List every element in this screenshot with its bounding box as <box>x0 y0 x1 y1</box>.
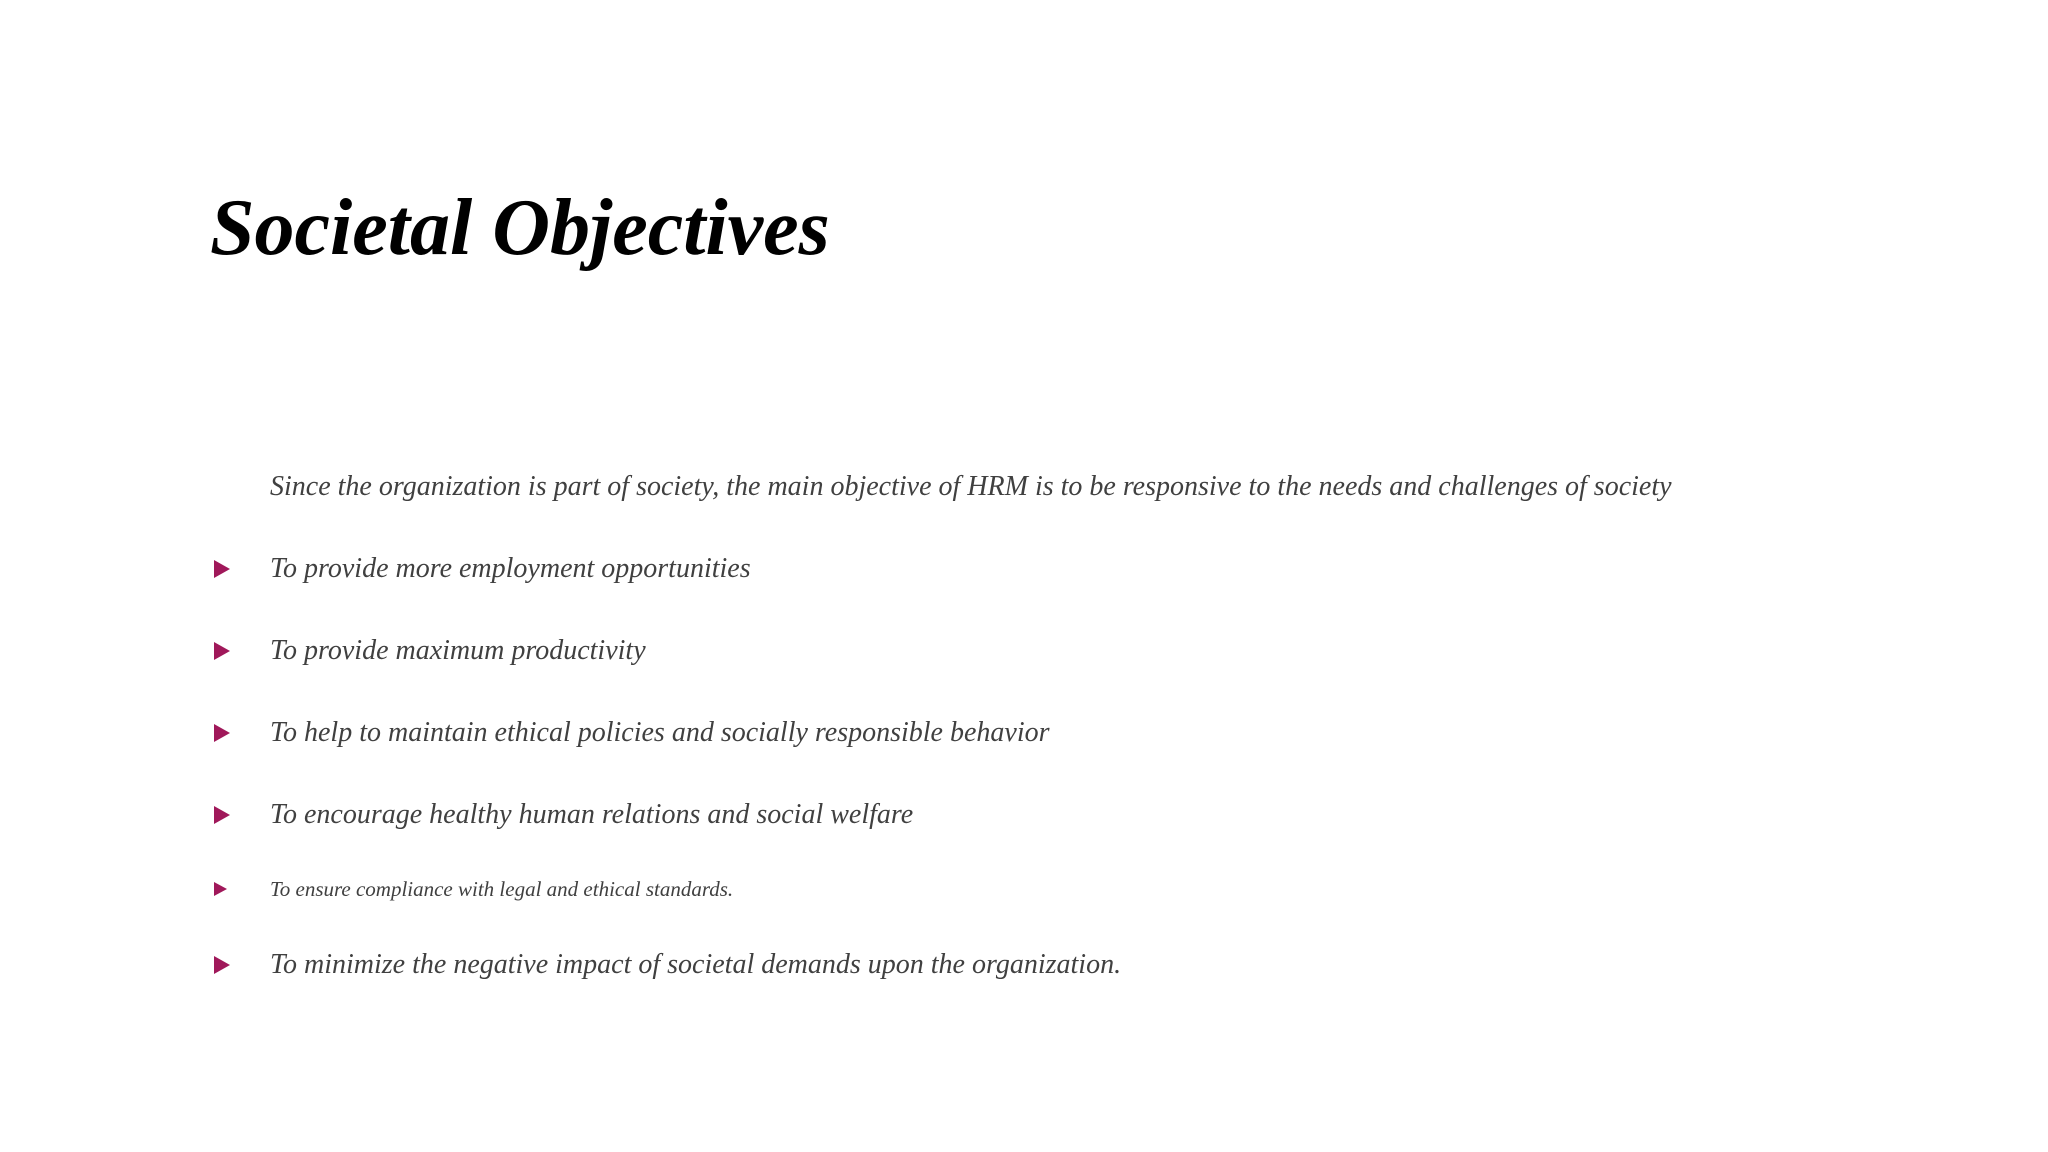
list-item <box>210 790 1910 840</box>
list-item <box>210 626 1910 676</box>
bullet-text: To help to maintain ethical policies and socially responsible behavior <box>270 717 1050 748</box>
list-item <box>210 544 1910 594</box>
triangle-right-icon <box>214 882 227 896</box>
triangle-right-icon <box>214 560 230 578</box>
bullet-text: To ensure compliance with legal and ethical standards. <box>270 877 734 901</box>
bullet-text: To provide more employment opportunities <box>270 553 751 584</box>
triangle-right-icon <box>214 956 230 974</box>
bullet-text: To encourage healthy human relations and social welfare <box>270 799 914 830</box>
triangle-right-icon <box>214 642 230 660</box>
triangle-right-icon <box>214 806 230 824</box>
triangle-right-icon <box>214 724 230 742</box>
intro-paragraph: Since the organization is part of society, the main objective of HRM is to be responsive to the needs and challenges of society <box>270 471 1672 502</box>
bullet-text: To minimize the negative impact of societal demands upon the organization. <box>270 949 1122 980</box>
list-item <box>210 940 1910 990</box>
bullet-text: To provide maximum productivity <box>270 635 646 666</box>
list-item <box>210 864 1910 914</box>
list-item <box>210 708 1910 758</box>
slide-title: Societal Objectives <box>210 184 830 272</box>
